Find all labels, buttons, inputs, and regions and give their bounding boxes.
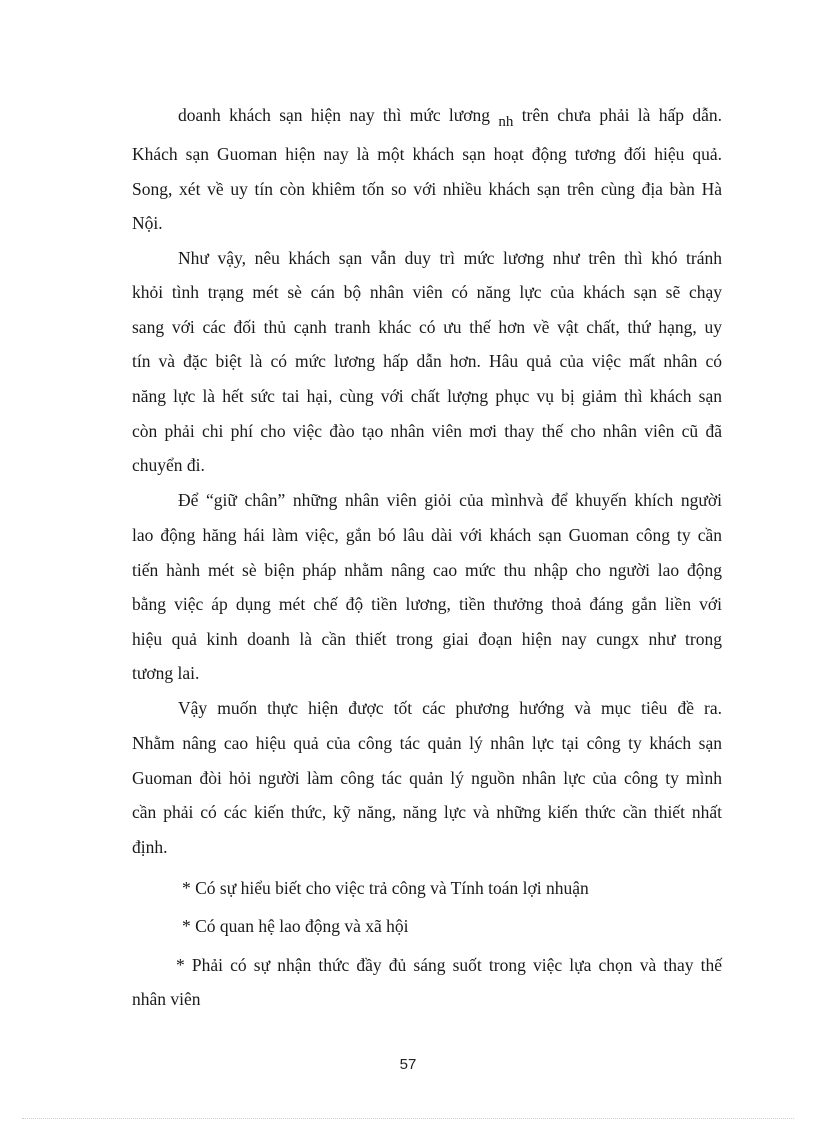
paragraph-3-line-2: lao động hăng hái làm việc, gắn bó lâu dài với khách sạn Guoman công ty cần [132,525,722,545]
text-span: doanh khách sạn hiện nay thì mức lương [178,105,499,125]
paragraph-4-line-5: định. [132,837,168,857]
paragraph-1-line-3: Song, xét về uy tín còn khiêm tốn so với nhiều khách sạn trên cùng địa bàn Hà [132,179,722,199]
page-number: 57 [399,1056,417,1073]
bullet-item-1: * Có sự hiểu biết cho việc trả công và Tính toán lợi nhuận [182,878,589,898]
text-span: trên chưa phải là hấp dẫn. [513,105,722,125]
paragraph-3-line-6: tương lai. [132,663,200,683]
paragraph-4-line-2: Nhằm nâng cao hiệu quả của công tác quản lý nhân lực tại công ty khách sạn [132,733,722,753]
bullet-item-3-line-1: * Phải có sự nhận thức đầy đủ sáng suốt trong việc lựa chọn và thay thế [176,955,722,975]
paragraph-3-line-1: Để “giữ chân” những nhân viên giỏi của mìnhvà để khuyến khích người [178,490,722,510]
paragraph-4-line-3: Guoman đòi hỏi người làm công tác quản lý nguồn nhân lực của công ty mình [132,768,722,788]
bullet-item-2: * Có quan hệ lao động và xã hội [182,916,409,936]
subscript-text: nh [498,114,514,130]
bullet-item-3-line-2: nhân viên [132,989,201,1009]
paragraph-1-line-1 [178,101,722,129]
paragraph-4-line-4: cần phải có các kiến thức, kỹ năng, năng lực và những kiến thức cần thiết nhất [132,802,722,822]
paragraph-2-line-6: còn phải chi phí cho việc đào tạo nhân viên mơi thay thế cho nhân viên cũ đã [132,421,722,441]
paragraph-3-line-4: bằng việc áp dụng mét chế độ tiền lương, tiền thưởng thoả đáng gắn liền với [132,594,722,614]
paragraph-2-line-3: sang với các đối thủ cạnh tranh khác có ưu thế hơn về vật chất, thứ hạng, uy [132,317,722,337]
paragraph-2-line-2: khỏi tình trạng mét sè cán bộ nhân viên có năng lực của khách sạn sẽ chạy [132,282,722,302]
paragraph-2-line-1: Như vậy, nêu khách sạn vẫn duy trì mức lương như trên thì khó tránh [178,248,722,268]
paragraph-2-line-4: tín và đặc biệt là có mức lương hấp dẫn hơn. Hâu quả của việc mất nhân có [132,351,722,371]
paragraph-3-line-5: hiệu quả kinh doanh là cần thiết trong giai đoạn hiện nay cungx như trong [132,629,722,649]
paragraph-1-line-4: Nội. [132,213,163,233]
footer-divider [22,1118,794,1119]
paragraph-2-line-7: chuyển đi. [132,455,205,475]
paragraph-1-line-2: Khách sạn Guoman hiện nay là một khách sạn hoạt động tương đối hiệu quả. [132,144,722,164]
paragraph-2-line-5: năng lực là hết sức tai hại, cùng với chất lượng phục vụ bị giảm thì khách sạn [132,386,722,406]
paragraph-3-line-3: tiến hành mét sè biện pháp nhằm nâng cao mức thu nhập cho người lao động [132,560,722,580]
paragraph-4-line-1: Vậy muốn thực hiện được tốt các phương hướng và mục tiêu đề ra. [178,698,722,718]
